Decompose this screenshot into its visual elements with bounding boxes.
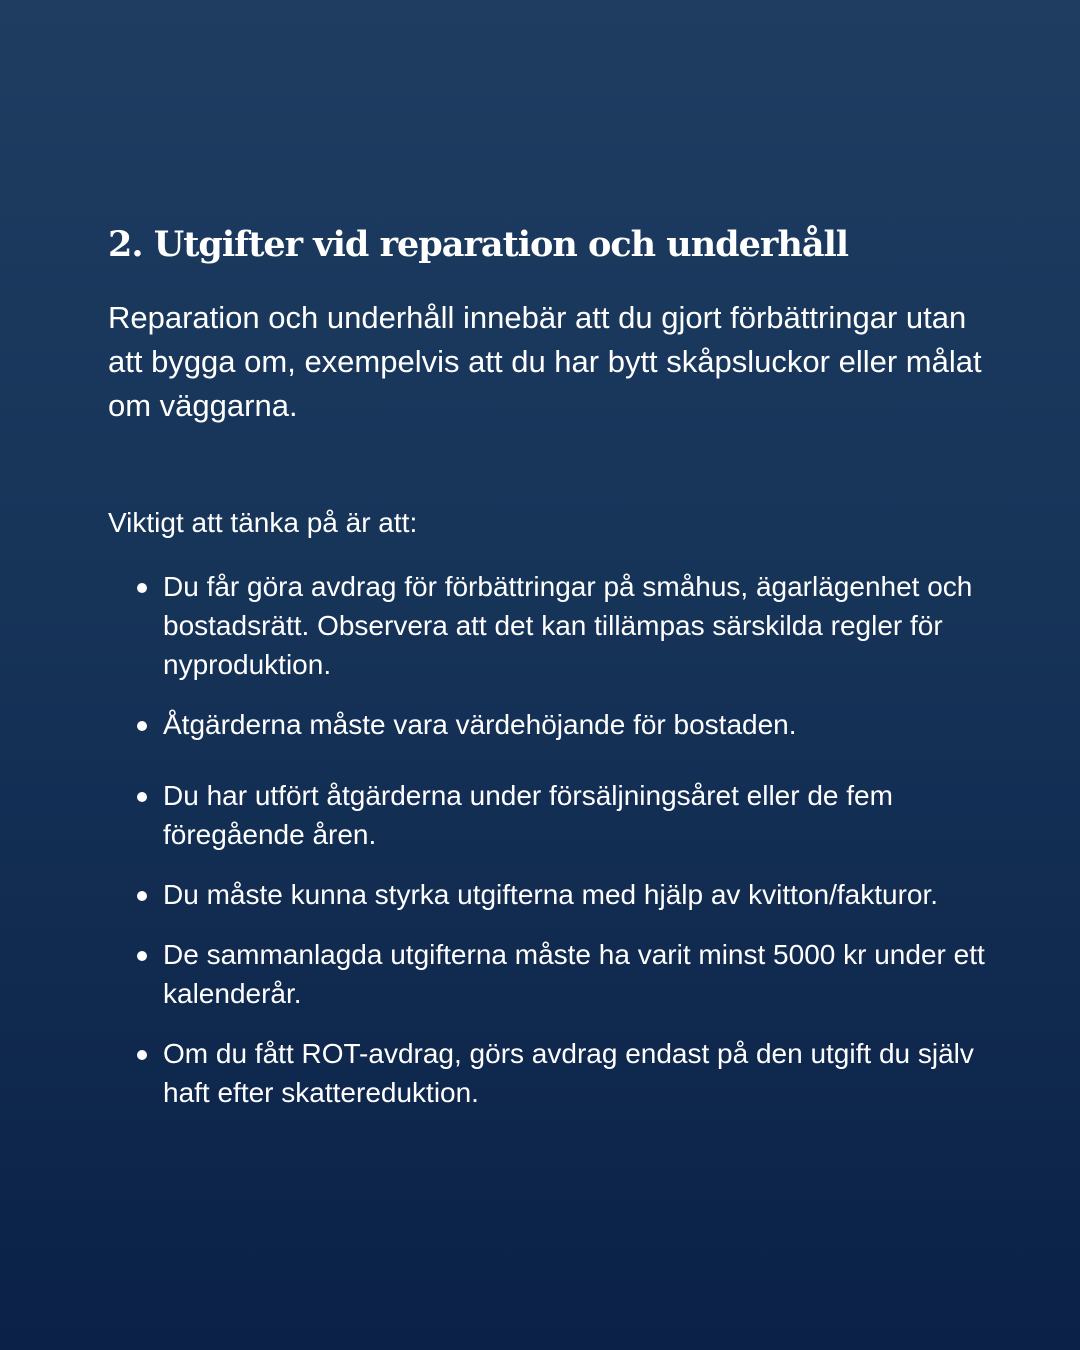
content-card <box>108 222 988 1133</box>
checklist-item-text: Du får göra avdrag för förbättringar på småhus, ägarlägenhet och bostadsrätt. Observera att det kan tillämpas särskilda regler för nyproduktion. <box>163 571 973 680</box>
bullet-dot-icon <box>137 1050 147 1060</box>
checklist-item <box>108 875 988 914</box>
bullet-dot-icon <box>137 891 147 901</box>
bullet-dot-icon <box>137 792 147 802</box>
checklist-lead: Viktigt att tänka på är att: <box>108 507 418 538</box>
checklist-item <box>108 776 988 854</box>
intro-paragraph: Reparation och underhåll innebär att du gjort förbättringar utan att bygga om, exempelvis att du har bytt skåpsluckor eller målat om väggarna. <box>108 300 982 423</box>
bullet-dot-icon <box>137 951 147 961</box>
section-heading: 2. Utgifter vid reparation och underhåll <box>108 224 849 265</box>
checklist-item <box>108 935 988 1013</box>
checklist-item <box>108 1034 988 1112</box>
checklist-item-text: De sammanlagda utgifterna måste ha varit minst 5000 kr under ett kalenderår. <box>163 939 985 1009</box>
checklist-item <box>108 705 988 744</box>
checklist-item-text: Om du fått ROT-avdrag, görs avdrag endast på den utgift du själv haft efter skattereduktion. <box>163 1038 974 1108</box>
checklist-item-text: Du måste kunna styrka utgifterna med hjälp av kvitton/fakturor. <box>163 879 939 910</box>
checklist-item-text: Du har utfört åtgärderna under försäljningsåret eller de fem föregående åren. <box>163 780 893 850</box>
checklist <box>108 567 988 1112</box>
checklist-item <box>108 567 988 684</box>
bullet-dot-icon <box>137 583 147 593</box>
checklist-item-text: Åtgärderna måste vara värdehöjande för bostaden. <box>163 709 797 740</box>
bullet-dot-icon <box>137 721 147 731</box>
